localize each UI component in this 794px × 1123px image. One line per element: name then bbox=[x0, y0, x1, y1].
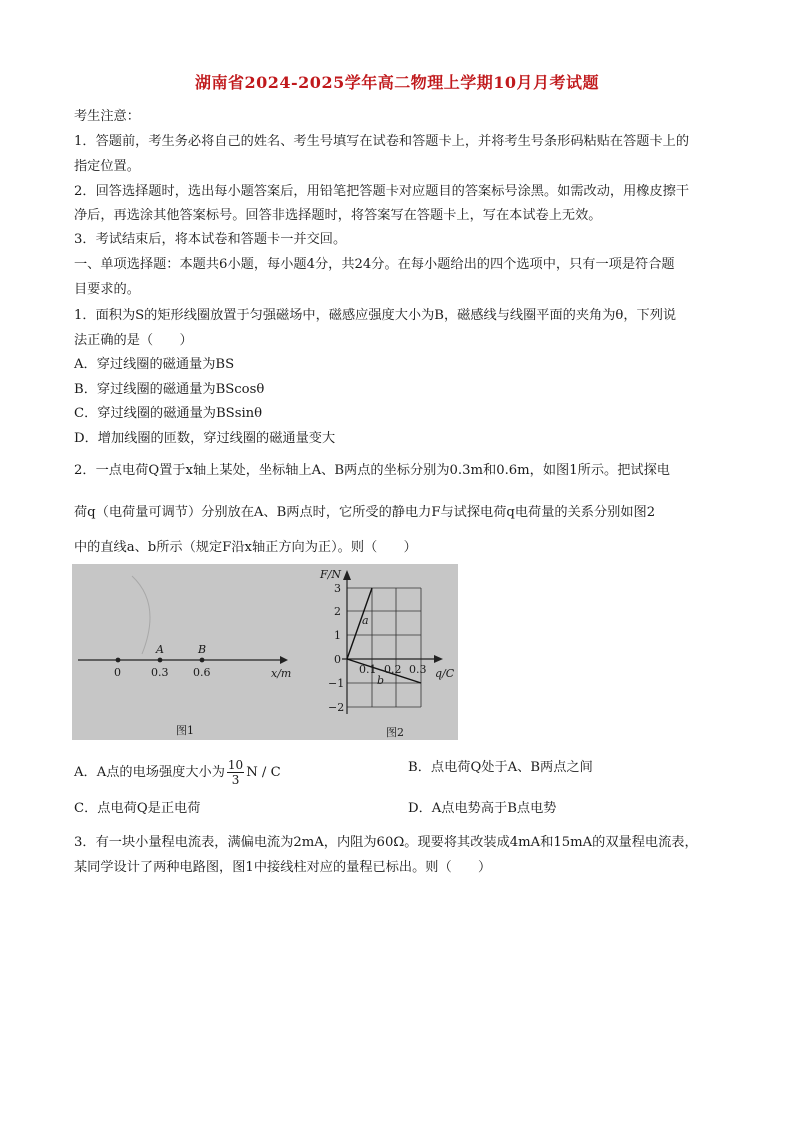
x-tick-0-1: 0.1 bbox=[359, 663, 377, 676]
question-2-option-b: B．点电荷Q处于A、B两点之间 bbox=[408, 760, 593, 775]
f-axis-arrow-icon bbox=[343, 570, 351, 580]
question-2-option-d: D．A点电势高于B点电势 bbox=[408, 801, 557, 816]
tick-b-label: 0.6 bbox=[193, 666, 211, 679]
question-1-option-c: C．穿过线圈的磁通量为BSsinθ bbox=[74, 406, 263, 421]
figure-1-caption: 图1 bbox=[176, 724, 194, 737]
page-title: 湖南省2024-2025学年高二物理上学期10月月考试题 bbox=[195, 73, 599, 92]
question-2-figure bbox=[72, 564, 458, 740]
figure-svg bbox=[72, 564, 458, 740]
question-1-option-d: D．增加线圈的匝数，穿过线圈的磁通量变大 bbox=[74, 431, 336, 446]
question-2-line-3: 中的直线a、b所示（规定F沿x轴正方向为正）。则（ ） bbox=[74, 540, 417, 555]
y-tick-1: 1 bbox=[334, 629, 341, 642]
y-tick-3: 3 bbox=[334, 582, 341, 595]
question-3-line-1: 3．有一块小量程电流表，满偏电流为2mA，内阻为60Ω。现要将其改装成4mA和15mA的双量程电流表， bbox=[74, 835, 698, 850]
fraction bbox=[227, 758, 244, 787]
q-axis-label: q/C bbox=[435, 667, 455, 680]
question-2-option-c: C．点电荷Q是正电荷 bbox=[74, 801, 201, 816]
fraction-numerator: 10 bbox=[227, 758, 244, 772]
figure-2 bbox=[319, 568, 455, 739]
question-2-line-1: 2．一点电荷Q置于x轴上某处，坐标轴上A、B两点的坐标分别为0.3m和0.6m，如图1所示。把试探电 bbox=[74, 463, 670, 478]
point-a bbox=[158, 658, 163, 663]
option-a-text: A．A点的电场强度大小为 bbox=[74, 765, 225, 780]
y-tick-0: 0 bbox=[334, 653, 341, 666]
origin-label: 0 bbox=[114, 666, 121, 679]
line-a-label: a bbox=[362, 614, 369, 627]
q-axis-arrow-icon bbox=[434, 655, 443, 663]
notice-heading: 考生注意： bbox=[74, 109, 140, 124]
notice-item-1-line-2: 指定位置。 bbox=[74, 159, 140, 174]
question-1-line-2: 法正确的是（ ） bbox=[74, 333, 193, 348]
figure-1 bbox=[78, 643, 291, 737]
x-axis-arrow-icon bbox=[280, 656, 288, 664]
point-b bbox=[200, 658, 205, 663]
origin-point bbox=[116, 658, 121, 663]
question-3-line-2: 某同学设计了两种电路图，图1中接线柱对应的量程已标出。则（ ） bbox=[74, 860, 492, 875]
x-tick-0-2: 0.2 bbox=[384, 663, 402, 676]
question-2-line-2: 荷q（电荷量可调节）分别放在A、B两点时，它所受的静电力F与试探电荷q电荷量的关系分别如图2 bbox=[74, 505, 656, 520]
y-tick-2: 2 bbox=[334, 605, 341, 618]
section-1-line-2: 目要求的。 bbox=[74, 282, 140, 297]
x-tick-0-3: 0.3 bbox=[409, 663, 427, 676]
notice-item-2-line-1: 2．回答选择题时，选出每小题答案后，用铅笔把答题卡对应题目的答案标号涂黑。如需改动，用橡皮擦干 bbox=[74, 184, 690, 199]
grid bbox=[347, 588, 421, 707]
fraction-denominator: 3 bbox=[231, 773, 240, 787]
question-2-option-a bbox=[74, 758, 281, 787]
y-tick-minus-1: −1 bbox=[328, 677, 345, 690]
notice-item-2-line-2: 净后，再选涂其他答案标号。回答非选择题时，将答案写在答题卡上，写在本试卷上无效。 bbox=[74, 208, 602, 223]
question-1-line-1: 1．面积为S的矩形线圈放置于匀强磁场中，磁感应强度大小为B，磁感线与线圈平面的夹角为θ，下列说 bbox=[74, 308, 677, 323]
x-axis-label: x/m bbox=[271, 667, 292, 680]
question-1-option-a: A．穿过线圈的磁通量为BS bbox=[74, 357, 235, 372]
point-a-label: A bbox=[156, 643, 164, 656]
notice-item-3: 3．考试结束后，将本试卷和答题卡一并交回。 bbox=[74, 232, 347, 247]
point-b-label: B bbox=[198, 643, 207, 656]
figure-2-caption: 图2 bbox=[386, 726, 404, 739]
bleed-arc bbox=[132, 576, 150, 654]
y-tick-minus-2: −2 bbox=[328, 701, 345, 714]
f-axis-label: F/N bbox=[320, 568, 341, 581]
option-a-unit: N / C bbox=[246, 765, 281, 780]
tick-a-label: 0.3 bbox=[151, 666, 169, 679]
notice-item-1-line-1: 1．答题前，考生务必将自己的姓名、考生号填写在试卷和答题卡上，并将考生号条形码粘贴在答题卡上的 bbox=[74, 134, 690, 149]
question-1-option-b: B．穿过线圈的磁通量为BScosθ bbox=[74, 382, 265, 397]
line-b-label: b bbox=[377, 674, 385, 687]
section-1-line-1: 一、单项选择题：本题共6小题，每小题4分，共24分。在每小题给出的四个选项中，只有一项是符合题 bbox=[74, 257, 675, 272]
